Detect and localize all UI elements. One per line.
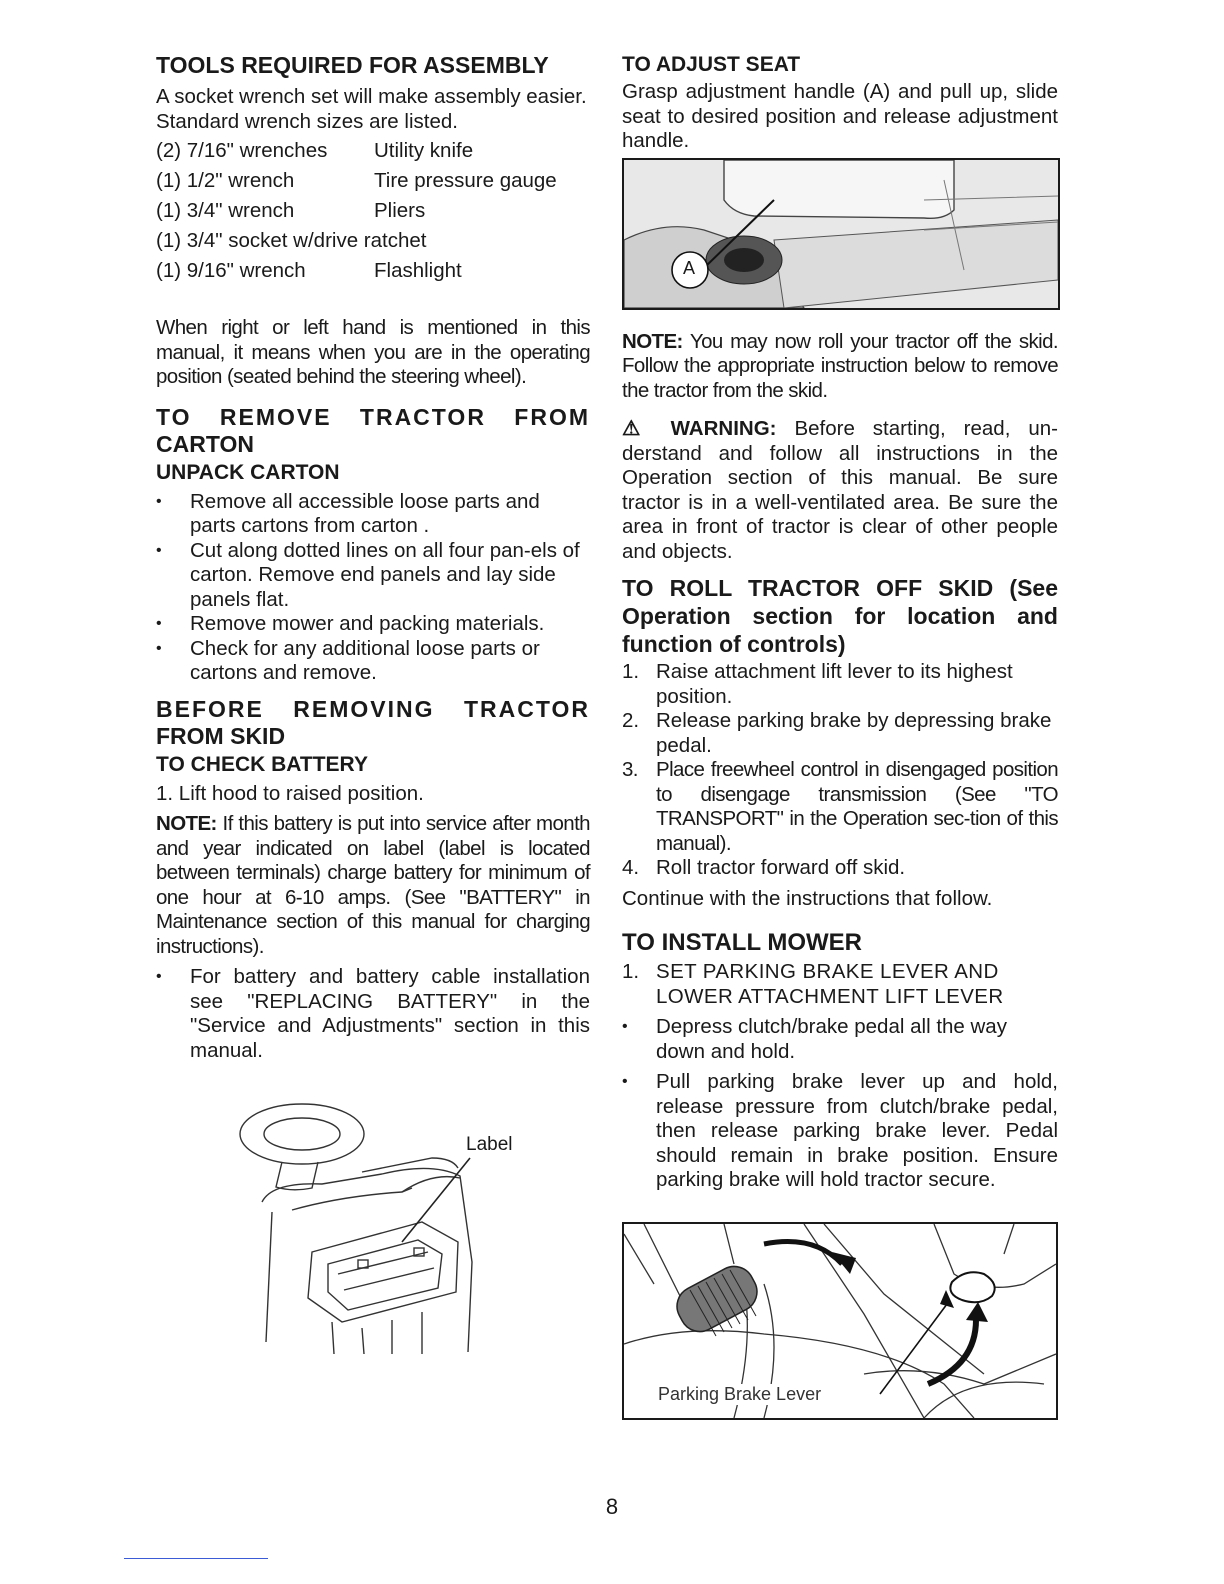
brake-figure (622, 1222, 1058, 1420)
seat-heading: TO ADJUST SEAT (622, 53, 801, 76)
battery-step: 1. Lift hood to raised position. (156, 781, 424, 805)
left-column (156, 52, 590, 1063)
tools-row: (1) 3/4" wrench Pliers (156, 199, 426, 222)
list-item: 1. SET PARKING BRAKE LEVER AND LOWER ATTACHMENT LIFT LEVER (622, 960, 1004, 1008)
roll-steps (622, 660, 1058, 881)
mower-bullets (622, 1015, 1058, 1193)
seat-text: Grasp adjustment handle (A) and pull up, slide seat to desired position and release adjustment handle. (622, 80, 1058, 152)
list-item: • Pull parking brake lever up and hold, release pressure from clutch/brake pedal, then release parking brake lever. Pedal should remain in brake position. Ensure parking brake will hold tractor secure. (622, 1070, 1058, 1193)
remove-heading-cont: CARTON (156, 430, 254, 457)
right-column (622, 52, 1058, 1193)
continue-text: Continue with the instructions that follow. (622, 886, 993, 910)
list-item: 2. Release parking brake by depressing brake pedal. (622, 709, 1052, 757)
mower-heading: TO INSTALL MOWER (622, 929, 862, 956)
footer-line (124, 1558, 268, 1559)
warning-icon: ⚠ (622, 417, 653, 440)
list-item: • For battery and battery cable installation see "REPLACING BATTERY" in the "Service and Adjustments" section in this manual. (156, 965, 590, 1063)
mower-steps (622, 960, 1058, 1009)
unpack-list (156, 490, 590, 686)
warning-text: ⚠ WARNING: Before starting, read, un-derstand and follow all instructions in the Operation section of this manual. Be sure tractor is in a well-ventilated area. Be sure the area in front of tractor is clear of other people and objects. (622, 417, 1058, 563)
hand-note: When right or left hand is mentioned in this manual, it means when you are in the operating position (seated behind the steering wheel). (156, 316, 590, 388)
battery-note: NOTE: If this battery is put into service after month and year indicated on label (label is located between terminals) charge battery for minimum of one hour at 6-10 amps. (See "BATTERY" in Maintenance section of this manual for charging instructions). (156, 812, 590, 958)
tools-intro: A socket wrench set will make assembly easier. Standard wrench sizes are listed. (156, 85, 587, 133)
remove-heading: TO REMOVE TRACTOR FROM (156, 403, 590, 430)
list-item: • Check for any additional loose parts or cartons and remove. (156, 637, 590, 686)
battery-heading: TO CHECK BATTERY (156, 752, 368, 776)
seat-callout: A (683, 257, 696, 278)
list-item: • Remove mower and packing materials. (156, 612, 590, 637)
tools-row: (1) 9/16" wrench Flashlight (156, 259, 462, 282)
unpack-heading: UNPACK CARTON (156, 460, 340, 484)
tools-heading: TOOLS REQUIRED FOR ASSEMBLY (156, 52, 549, 78)
brake-label: Parking Brake Lever (658, 1384, 822, 1404)
list-item: • Cut along dotted lines on all four pan-els of carton. Remove end panels and lay side panels flat. (156, 539, 590, 613)
tools-row: (1) 1/2" wrench Tire pressure gauge (156, 169, 557, 192)
seat-illustration (624, 160, 1058, 308)
roll-heading: TO ROLL TRACTOR OFF SKID (See Operation section for location and function of controls) (622, 575, 1058, 657)
list-item: 1. Raise attachment lift lever to its highest position. (622, 660, 1013, 708)
list-item: • Depress clutch/brake pedal all the way down and hold. (622, 1015, 1058, 1064)
battery-illustration (232, 1092, 532, 1354)
seat-figure (622, 158, 1060, 310)
list-item: 3. Place freewheel control in disengaged position to disengage transmission (See "TO TRANSPORT" in the Operation sec-tion of this manual). (622, 758, 1058, 855)
before-heading-cont: FROM SKID (156, 722, 286, 749)
tools-row: (2) 7/16" wrenches Utility knife (156, 139, 474, 162)
skid-note: NOTE: You may now roll your tractor off the skid. Follow the appropriate instruction below to remove the tractor from the skid. (622, 329, 1058, 402)
brake-pedal (670, 1259, 764, 1338)
battery-list (156, 965, 590, 1063)
figure-label: Label (466, 1134, 513, 1155)
tools-row: (1) 3/4" socket w/drive ratchet (156, 229, 427, 252)
before-heading: BEFORE REMOVING TRACTOR (156, 695, 590, 722)
page-number: 8 (605, 1494, 619, 1519)
battery-figure (232, 1092, 532, 1354)
list-item: 4. Roll tractor forward off skid. (622, 856, 906, 879)
tools-list (156, 136, 590, 286)
list-item: • Remove all accessible loose parts and parts cartons from carton . (156, 490, 590, 539)
